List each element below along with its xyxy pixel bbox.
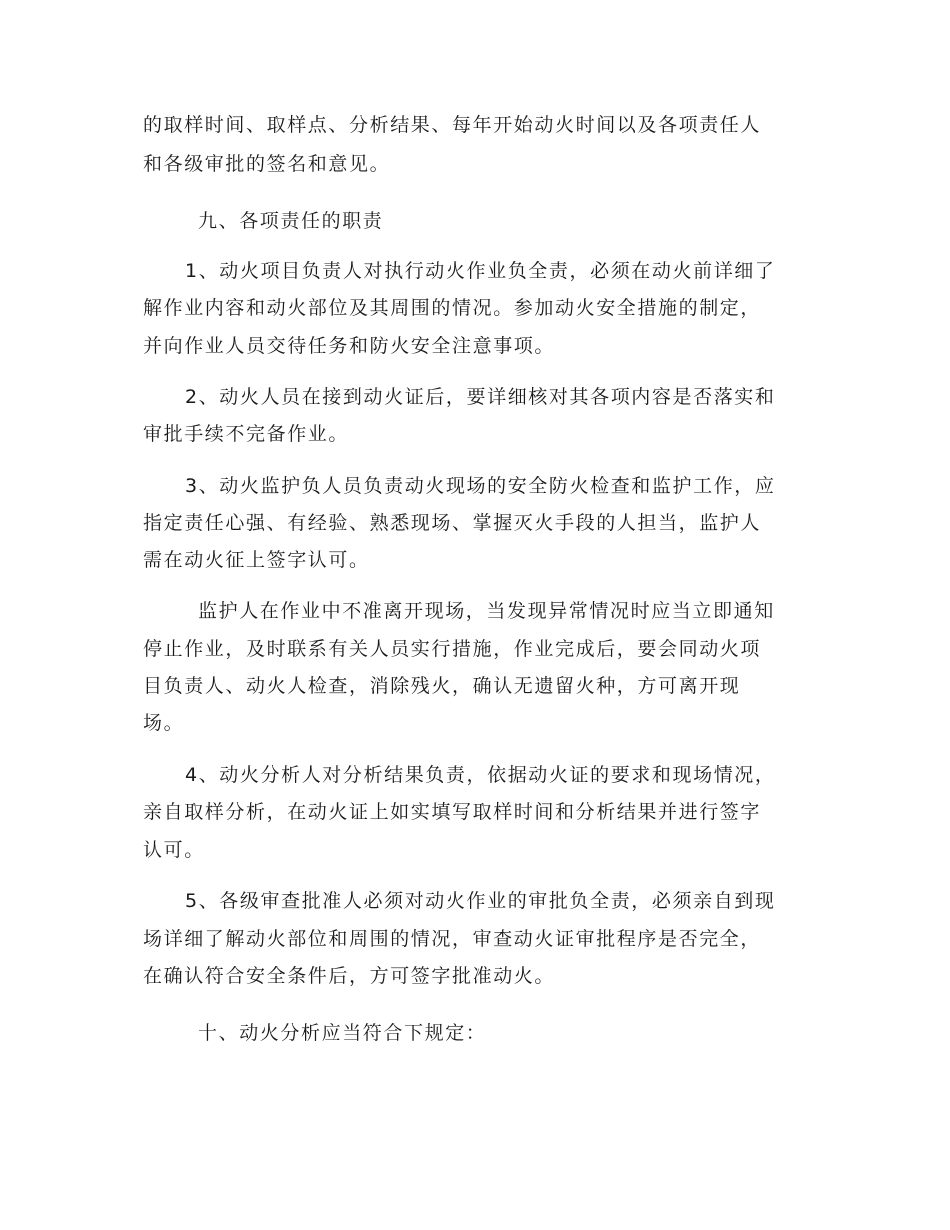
paragraph-item2-line-0: 2、动火人员在接到动火证后，要详细核对其各项内容是否落实和 bbox=[185, 386, 776, 408]
paragraph-item2-line-1: 审批手续不完备作业。 bbox=[143, 423, 350, 445]
section-heading-9: 九、各项责任的职责 bbox=[198, 210, 384, 232]
paragraph-item3-line-0: 3、动火监护负人员负责动火现场的安全防火检查和监护工作，应 bbox=[185, 475, 776, 497]
paragraph-guardian-line-0: 监护人在作业中不准离开现场，当发现异常情况时应当立即通知 bbox=[198, 600, 775, 622]
paragraph-item5-line-2: 在确认符合安全条件后，方可签字批准动火。 bbox=[143, 965, 556, 987]
paragraph-item5-line-1: 场详细了解动火部位和周围的情况，审查动火证审批程序是否完全， bbox=[143, 928, 762, 950]
paragraph-item1-line-1: 解作业内容和动火部位及其周围的情况。参加动火安全措施的制定， bbox=[143, 297, 762, 319]
section-heading-10: 十、动火分析应当符合下规定： bbox=[198, 1022, 487, 1044]
paragraph-item4-line-0: 4、动火分析人对分析结果负责，依据动火证的要求和现场情况， bbox=[185, 764, 776, 786]
paragraph-item5-line-0: 5、各级审查批准人必须对动火作业的审批负全责，必须亲自到现 bbox=[185, 890, 776, 912]
paragraph-item4-line-2: 认可。 bbox=[143, 839, 205, 861]
paragraph-guardian-line-2: 目负责人、动火人检查，消除残火，确认无遗留火种，方可离开现 bbox=[143, 675, 741, 697]
paragraph-guardian-line-1: 停止作业，及时联系有关人员实行措施，作业完成后，要会同动火项 bbox=[143, 638, 762, 660]
paragraph-item1-line-0: 1、动火项目负责人对执行动火作业负全责，必须在动火前详细了 bbox=[185, 260, 776, 282]
paragraph-item3-line-2: 需在动火征上签字认可。 bbox=[143, 549, 370, 571]
paragraph-guardian-line-3: 场。 bbox=[143, 712, 185, 734]
paragraph-0-line-1: 和各级审批的签名和意见。 bbox=[143, 153, 391, 175]
paragraph-item3-line-1: 指定责任心强、有经验、熟悉现场、掌握灭火手段的人担当，监护人 bbox=[143, 512, 762, 534]
paragraph-item1-line-2: 并向作业人员交待任务和防火安全注意事项。 bbox=[143, 335, 556, 357]
paragraph-item4-line-1: 亲自取样分析，在动火证上如实填写取样时间和分析结果并进行签字 bbox=[143, 801, 762, 823]
paragraph-0-line-0: 的取样时间、取样点、分析结果、每年开始动火时间以及各项责任人 bbox=[143, 114, 762, 136]
